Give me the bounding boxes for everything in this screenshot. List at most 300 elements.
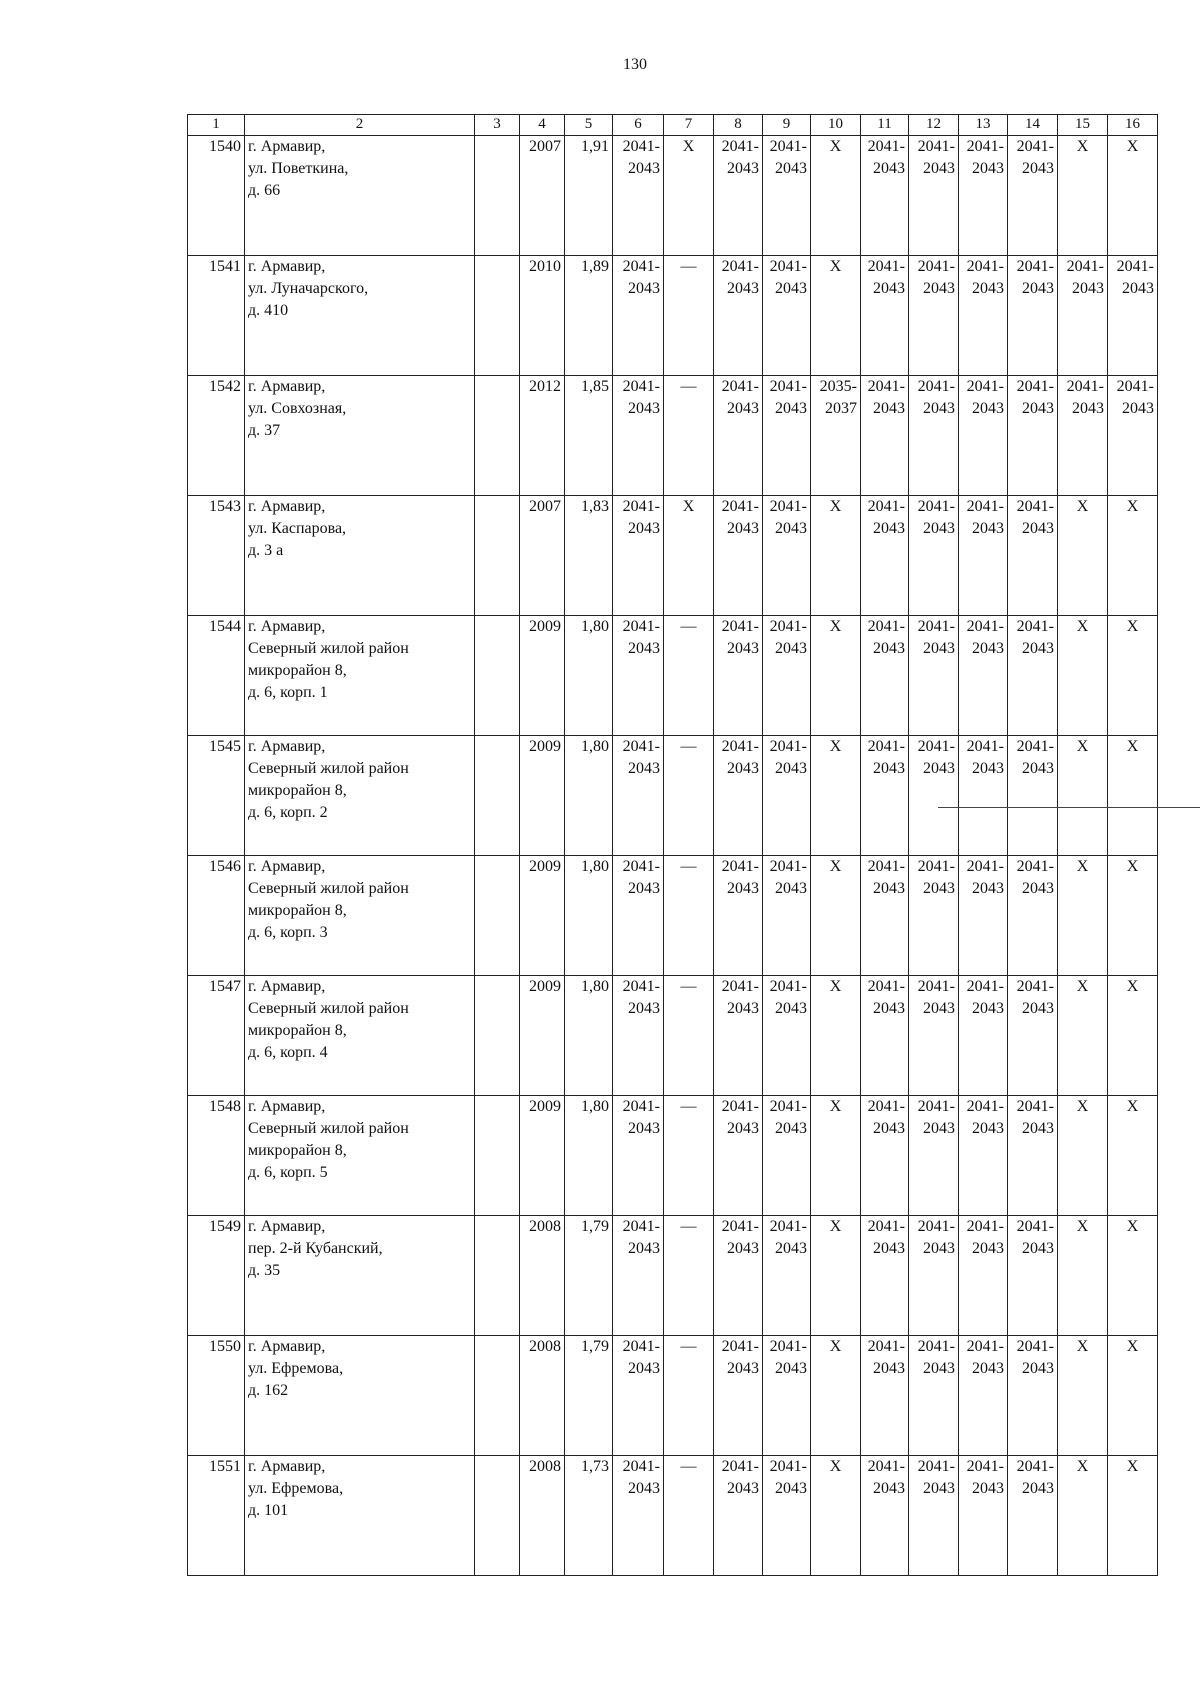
period-start: 2041-: [1016, 378, 1054, 395]
period-end: 2043: [628, 160, 660, 177]
column-11-cell: [861, 1336, 909, 1456]
period-end: 2043: [775, 1480, 807, 1497]
address-cell: [245, 136, 475, 256]
period-start: 2041-: [1016, 138, 1054, 155]
period-start: 2041-: [966, 1458, 1004, 1475]
period-end: 2043: [972, 1360, 1004, 1377]
column-number-13: 13: [959, 115, 1008, 136]
period-start: 2041-: [769, 498, 807, 515]
period-start: 2041-: [721, 978, 759, 995]
column-13-cell: [959, 1096, 1008, 1216]
period-start: 2041-: [1016, 1218, 1054, 1235]
column-number-12: 12: [909, 115, 959, 136]
period-end: 2043: [923, 1240, 955, 1257]
column-12-cell: [909, 1216, 959, 1336]
column-11-cell: [861, 1216, 909, 1336]
column-11-cell: [861, 496, 909, 616]
address-line: г. Армавир,: [248, 858, 326, 875]
period-start: 2041-: [769, 618, 807, 635]
period-start: 2041-: [622, 1218, 660, 1235]
column-7-cell: —: [664, 376, 714, 496]
column-16-cell: [1108, 256, 1158, 376]
period-end: 2043: [775, 160, 807, 177]
period-end: 2043: [1022, 400, 1054, 417]
period-start: 2041-: [966, 138, 1004, 155]
column-number-2: 2: [245, 115, 475, 136]
column-14-cell: [1008, 856, 1058, 976]
column-3-cell: [475, 1096, 520, 1216]
column-13-cell: [959, 976, 1008, 1096]
address-line: д. 410: [248, 302, 289, 319]
column-14-cell: [1008, 736, 1058, 856]
period-end: 2043: [972, 640, 1004, 657]
address-line: Северный жилой район: [248, 880, 409, 897]
year-cell: 2010: [520, 256, 565, 376]
table-row: [188, 976, 1158, 1096]
address-line: ул. Ефремова,: [248, 1360, 344, 1377]
period-start: 2041-: [917, 498, 955, 515]
period-start: 2041-: [867, 1458, 905, 1475]
address-line: г. Армавир,: [248, 258, 326, 275]
value-cell: 1,80: [565, 1096, 613, 1216]
period-end: 2043: [727, 520, 759, 537]
period-end: 2043: [1022, 160, 1054, 177]
table-row: [188, 1336, 1158, 1456]
period-start: 2041-: [1066, 378, 1104, 395]
period-end: 2043: [923, 1360, 955, 1377]
address-line: Северный жилой район: [248, 760, 409, 777]
period-start: 2041-: [1016, 618, 1054, 635]
column-11-cell: [861, 976, 909, 1096]
period-end: 2043: [775, 400, 807, 417]
table-row: [188, 856, 1158, 976]
address-line: д. 6, корп. 2: [248, 804, 328, 821]
table-row: [188, 616, 1158, 736]
column-16-cell: X: [1108, 136, 1158, 256]
row-number: 1542: [188, 376, 245, 496]
column-8-cell: [714, 136, 763, 256]
period-start: 2041-: [769, 1218, 807, 1235]
column-13-cell: [959, 616, 1008, 736]
table-body: [188, 136, 1158, 1576]
address-line: микрорайон 8,: [248, 902, 347, 919]
column-6-cell: [613, 616, 664, 736]
column-12-cell: [909, 976, 959, 1096]
column-8-cell: [714, 376, 763, 496]
period-end: 2043: [1022, 1000, 1054, 1017]
column-number-9: 9: [763, 115, 811, 136]
column-10-cell: X: [811, 496, 861, 616]
period-start: 2041-: [721, 738, 759, 755]
column-10-cell: X: [811, 1096, 861, 1216]
column-6-cell: [613, 496, 664, 616]
column-7-cell: —: [664, 976, 714, 1096]
column-13-cell: [959, 1456, 1008, 1576]
period-end: 2043: [1122, 400, 1154, 417]
period-start: 2041-: [721, 1218, 759, 1235]
row-number: 1546: [188, 856, 245, 976]
period-start: 2041-: [867, 1218, 905, 1235]
period-end: 2043: [972, 760, 1004, 777]
scan-artifact-line: [938, 807, 1200, 808]
period-end: 2043: [727, 400, 759, 417]
column-16-cell: X: [1108, 856, 1158, 976]
column-14-cell: [1008, 136, 1058, 256]
column-14-cell: [1008, 496, 1058, 616]
period-start: 2041-: [867, 378, 905, 395]
address-line: микрорайон 8,: [248, 1022, 347, 1039]
address-line: ул. Совхозная,: [248, 400, 347, 417]
period-start: 2041-: [769, 738, 807, 755]
column-3-cell: [475, 1216, 520, 1336]
column-11-cell: [861, 1096, 909, 1216]
column-6-cell: [613, 856, 664, 976]
column-11-cell: [861, 616, 909, 736]
column-11-cell: [861, 736, 909, 856]
period-end: 2043: [923, 880, 955, 897]
column-16-cell: X: [1108, 1096, 1158, 1216]
period-start: 2041-: [867, 978, 905, 995]
period-start: 2041-: [1016, 1458, 1054, 1475]
period-start: 2041-: [721, 1098, 759, 1115]
period-start: 2041-: [867, 618, 905, 635]
period-start: 2041-: [966, 1338, 1004, 1355]
row-number: 1547: [188, 976, 245, 1096]
column-12-cell: [909, 736, 959, 856]
column-number-16: 16: [1108, 115, 1158, 136]
column-12-cell: [909, 256, 959, 376]
address-line: д. 162: [248, 1382, 289, 1399]
period-start: 2041-: [1016, 1338, 1054, 1355]
period-start: 2041-: [622, 378, 660, 395]
period-end: 2043: [628, 1120, 660, 1137]
period-start: 2041-: [966, 258, 1004, 275]
period-start: 2041-: [917, 618, 955, 635]
period-start: 2041-: [721, 1458, 759, 1475]
address-line: г. Армавир,: [248, 618, 326, 635]
address-cell: [245, 376, 475, 496]
column-16-cell: X: [1108, 1216, 1158, 1336]
column-3-cell: [475, 496, 520, 616]
period-start: 2041-: [966, 378, 1004, 395]
period-start: 2041-: [966, 738, 1004, 755]
address-line: д. 3 а: [248, 542, 284, 559]
column-6-cell: [613, 1336, 664, 1456]
column-6-cell: [613, 256, 664, 376]
year-cell: 2009: [520, 976, 565, 1096]
column-8-cell: [714, 1216, 763, 1336]
period-end: 2043: [775, 1360, 807, 1377]
address-line: ул. Поветкина,: [248, 160, 349, 177]
period-end: 2043: [873, 640, 905, 657]
column-12-cell: [909, 136, 959, 256]
period-end: 2043: [775, 520, 807, 537]
period-start: 2041-: [769, 1338, 807, 1355]
period-start: 2041-: [966, 1218, 1004, 1235]
year-cell: 2009: [520, 736, 565, 856]
period-start: 2041-: [966, 1098, 1004, 1115]
column-15-cell: X: [1058, 1336, 1108, 1456]
period-start: 2041-: [1016, 978, 1054, 995]
period-end: 2043: [775, 760, 807, 777]
row-number: 1549: [188, 1216, 245, 1336]
page-number: 130: [623, 56, 647, 73]
address-line: г. Армавир,: [248, 498, 326, 515]
column-3-cell: [475, 856, 520, 976]
period-end: 2043: [1022, 1240, 1054, 1257]
period-start: 2041-: [917, 978, 955, 995]
column-15-cell: [1058, 256, 1108, 376]
column-15-cell: X: [1058, 1096, 1108, 1216]
period-start: 2041-: [769, 1098, 807, 1115]
period-start: 2041-: [622, 738, 660, 755]
period-end: 2043: [873, 1120, 905, 1137]
period-start: 2041-: [867, 738, 905, 755]
address-line: г. Армавир,: [248, 1458, 326, 1475]
column-7-cell: X: [664, 496, 714, 616]
column-number-7: 7: [664, 115, 714, 136]
column-number-1: 1: [188, 115, 245, 136]
column-12-cell: [909, 1336, 959, 1456]
period-end: 2043: [972, 1240, 1004, 1257]
period-end: 2043: [628, 1000, 660, 1017]
column-10-cell: X: [811, 1336, 861, 1456]
address-line: г. Армавир,: [248, 978, 326, 995]
period-end: 2043: [1022, 520, 1054, 537]
table-header: [188, 115, 1158, 136]
column-16-cell: X: [1108, 736, 1158, 856]
period-end: 2043: [727, 1360, 759, 1377]
column-10-cell: X: [811, 976, 861, 1096]
period-end: 2043: [1022, 280, 1054, 297]
column-10-cell: X: [811, 136, 861, 256]
column-12-cell: [909, 856, 959, 976]
period-end: 2043: [923, 160, 955, 177]
table-row: [188, 376, 1158, 496]
period-end: 2043: [1022, 1480, 1054, 1497]
period-start: 2041-: [1066, 258, 1104, 275]
period-start: 2041-: [769, 858, 807, 875]
address-line: пер. 2-й Кубанский,: [248, 1240, 383, 1257]
column-12-cell: [909, 496, 959, 616]
address-line: г. Армавир,: [248, 138, 326, 155]
address-line: д. 66: [248, 182, 281, 199]
column-7-cell: —: [664, 736, 714, 856]
header-row: [188, 115, 1158, 136]
period-start: 2041-: [917, 138, 955, 155]
column-11-cell: [861, 1456, 909, 1576]
period-end: 2043: [727, 880, 759, 897]
column-8-cell: [714, 1456, 763, 1576]
column-10-cell: X: [811, 616, 861, 736]
column-number-8: 8: [714, 115, 763, 136]
period-start: 2041-: [1016, 738, 1054, 755]
year-cell: 2009: [520, 616, 565, 736]
column-6-cell: [613, 1096, 664, 1216]
period-end: 2043: [923, 1480, 955, 1497]
period-start: 2041-: [622, 138, 660, 155]
column-9-cell: [763, 976, 811, 1096]
address-line: микрорайон 8,: [248, 1142, 347, 1159]
address-cell: [245, 736, 475, 856]
period-end: 2043: [775, 1240, 807, 1257]
value-cell: 1,79: [565, 1216, 613, 1336]
value-cell: 1,85: [565, 376, 613, 496]
row-number: 1551: [188, 1456, 245, 1576]
period-end: 2043: [727, 760, 759, 777]
column-13-cell: [959, 376, 1008, 496]
column-9-cell: [763, 496, 811, 616]
column-7-cell: X: [664, 136, 714, 256]
period-start: 2041-: [721, 858, 759, 875]
table-row: [188, 496, 1158, 616]
period-start: 2041-: [867, 1338, 905, 1355]
period-start: 2041-: [1016, 1098, 1054, 1115]
column-15-cell: X: [1058, 736, 1108, 856]
period-end: 2043: [775, 880, 807, 897]
column-14-cell: [1008, 616, 1058, 736]
period-end: 2043: [628, 1480, 660, 1497]
period-start: 2041-: [1116, 258, 1154, 275]
column-13-cell: [959, 736, 1008, 856]
period-start: 2041-: [917, 258, 955, 275]
column-8-cell: [714, 1336, 763, 1456]
value-cell: 1,89: [565, 256, 613, 376]
period-start: 2041-: [917, 1338, 955, 1355]
period-end: 2043: [1022, 1120, 1054, 1137]
period-end: 2037: [825, 400, 857, 417]
column-6-cell: [613, 136, 664, 256]
column-15-cell: X: [1058, 496, 1108, 616]
period-end: 2043: [923, 280, 955, 297]
address-line: г. Армавир,: [248, 1098, 326, 1115]
address-line: д. 6, корп. 3: [248, 924, 328, 941]
period-start: 2041-: [917, 858, 955, 875]
column-9-cell: [763, 256, 811, 376]
column-7-cell: —: [664, 256, 714, 376]
column-8-cell: [714, 496, 763, 616]
period-start: 2041-: [1016, 858, 1054, 875]
column-3-cell: [475, 136, 520, 256]
column-8-cell: [714, 1096, 763, 1216]
address-line: д. 6, корп. 4: [248, 1044, 328, 1061]
column-13-cell: [959, 496, 1008, 616]
period-end: 2043: [972, 1000, 1004, 1017]
period-start: 2041-: [769, 138, 807, 155]
column-13-cell: [959, 136, 1008, 256]
column-15-cell: X: [1058, 616, 1108, 736]
column-3-cell: [475, 736, 520, 856]
column-8-cell: [714, 736, 763, 856]
period-end: 2043: [727, 1000, 759, 1017]
column-7-cell: —: [664, 1336, 714, 1456]
column-16-cell: X: [1108, 616, 1158, 736]
address-line: Северный жилой район: [248, 640, 409, 657]
period-start: 2041-: [721, 138, 759, 155]
period-end: 2043: [727, 1480, 759, 1497]
period-start: 2041-: [622, 1098, 660, 1115]
period-end: 2043: [1072, 400, 1104, 417]
column-13-cell: [959, 1336, 1008, 1456]
period-start: 2041-: [622, 618, 660, 635]
period-start: 2035-: [819, 378, 857, 395]
period-start: 2041-: [917, 1098, 955, 1115]
period-end: 2043: [972, 520, 1004, 537]
period-end: 2043: [1022, 640, 1054, 657]
value-cell: 1,79: [565, 1336, 613, 1456]
column-7-cell: —: [664, 1456, 714, 1576]
value-cell: 1,91: [565, 136, 613, 256]
period-end: 2043: [873, 160, 905, 177]
column-15-cell: X: [1058, 856, 1108, 976]
address-line: г. Армавир,: [248, 1218, 326, 1235]
address-cell: [245, 1336, 475, 1456]
period-end: 2043: [923, 1000, 955, 1017]
column-15-cell: X: [1058, 136, 1108, 256]
table-row: [188, 736, 1158, 856]
period-start: 2041-: [721, 618, 759, 635]
column-9-cell: [763, 376, 811, 496]
column-15-cell: X: [1058, 1456, 1108, 1576]
period-end: 2043: [727, 640, 759, 657]
row-number: 1541: [188, 256, 245, 376]
column-9-cell: [763, 736, 811, 856]
period-end: 2043: [873, 280, 905, 297]
period-start: 2041-: [917, 1458, 955, 1475]
year-cell: 2008: [520, 1456, 565, 1576]
table-row: [188, 136, 1158, 256]
period-end: 2043: [775, 1120, 807, 1137]
year-cell: 2007: [520, 496, 565, 616]
value-cell: 1,80: [565, 736, 613, 856]
address-line: г. Армавир,: [248, 1338, 326, 1355]
period-end: 2043: [775, 280, 807, 297]
address-cell: [245, 1456, 475, 1576]
period-start: 2041-: [769, 258, 807, 275]
period-end: 2043: [923, 520, 955, 537]
period-end: 2043: [873, 1240, 905, 1257]
column-16-cell: X: [1108, 1456, 1158, 1576]
period-end: 2043: [1022, 880, 1054, 897]
address-cell: [245, 256, 475, 376]
year-cell: 2012: [520, 376, 565, 496]
year-cell: 2009: [520, 1096, 565, 1216]
year-cell: 2007: [520, 136, 565, 256]
column-3-cell: [475, 976, 520, 1096]
period-start: 2041-: [622, 1458, 660, 1475]
column-8-cell: [714, 856, 763, 976]
row-number: 1540: [188, 136, 245, 256]
period-end: 2043: [628, 880, 660, 897]
column-number-4: 4: [520, 115, 565, 136]
table-row: [188, 1216, 1158, 1336]
table-row: [188, 1456, 1158, 1576]
column-16-cell: X: [1108, 496, 1158, 616]
period-start: 2041-: [1016, 498, 1054, 515]
period-start: 2041-: [721, 498, 759, 515]
column-6-cell: [613, 376, 664, 496]
column-14-cell: [1008, 1216, 1058, 1336]
period-end: 2043: [923, 1120, 955, 1137]
column-7-cell: —: [664, 1096, 714, 1216]
column-7-cell: —: [664, 856, 714, 976]
column-10-cell: X: [811, 1456, 861, 1576]
column-14-cell: [1008, 376, 1058, 496]
address-line: Северный жилой район: [248, 1000, 409, 1017]
period-end: 2043: [923, 400, 955, 417]
period-end: 2043: [873, 400, 905, 417]
period-end: 2043: [775, 1000, 807, 1017]
